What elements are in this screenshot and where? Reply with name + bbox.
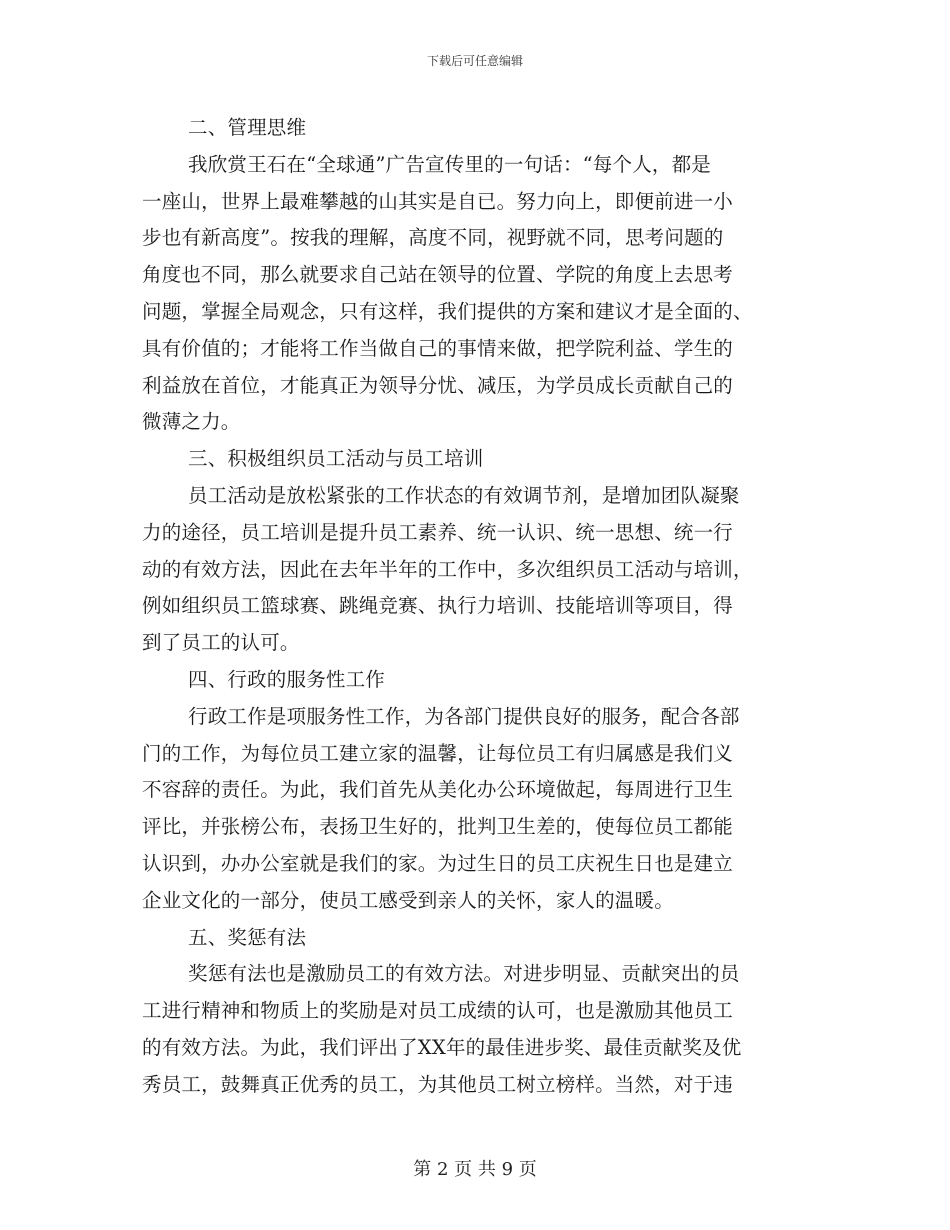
paragraph-line: 企业文化的一部分，使员工感受到亲人的关怀，家人的温暖。 — [142, 888, 674, 912]
page-header: 下载后可任意编辑 — [426, 54, 523, 68]
paragraph-line-start: 五、奖惩有法 — [188, 925, 307, 949]
paragraph-line: 门的工作，为每位员工建立家的温馨，让每位员工有归属感是我们义 — [142, 741, 734, 765]
paragraph-line: 利益放在首位，才能真正为领导分忧、减压，为学员成长贡献自己的 — [142, 373, 734, 397]
paragraph-line: 认识到，办办公室就是我们的家。为过生日的员工庆祝生日也是建立 — [142, 851, 734, 875]
paragraph-line-start: 行政工作是项服务性工作，为各部门提供良好的服务，配合各部 — [188, 704, 740, 728]
paragraph-line: 力的途径，员工培训是提升员工素养、统一认识、统一思想、统一行 — [142, 520, 734, 544]
paragraph-line-start: 我欣赏王石在“全球通”广告宣传里的一句话：“每个人，都是 — [188, 152, 712, 176]
paragraph-line: 微薄之力。 — [142, 410, 241, 434]
paragraph-line: 的有效方法。为此，我们评出了XX年的最佳进步奖、最佳贡献奖及优 — [142, 1035, 742, 1059]
paragraph-line: 工进行精神和物质上的奖励是对员工成绩的认可，也是激励其他员工 — [142, 999, 734, 1023]
paragraph-line-start: 员工活动是放松紧张的工作状态的有效调节剂，是增加团队凝聚 — [188, 483, 740, 507]
paragraph-line: 例如组织员工篮球赛、跳绳竞赛、执行力培训、技能培训等项目，得 — [142, 594, 734, 618]
paragraph-line-start: 三、积极组织员工活动与员工培训 — [188, 447, 484, 471]
paragraph-line: 具有价值的；才能将工作当做自己的事情来做，把学院利益、学生的 — [142, 336, 734, 360]
paragraph-line-start: 二、管理思维 — [188, 116, 307, 139]
page-footer: 第 2 页 共 9 页 — [413, 1159, 537, 1180]
paragraph-line: 不容辞的责任。为此，我们首先从美化办公环境做起，每周进行卫生 — [142, 778, 734, 802]
paragraph-line-start: 奖惩有法也是激励员工的有效方法。对进步明显、贡献突出的员 — [188, 962, 740, 986]
paragraph-line: 问题，掌握全局观念，只有这样，我们提供的方案和建议才是全面的、 — [142, 299, 753, 323]
paragraph-line: 评比，并张榜公布，表扬卫生好的，批判卫生差的，使每位员工都能 — [142, 815, 734, 839]
paragraph-line: 角度也不同，那么就要求自己站在领导的位置、学院的角度上去思考 — [142, 263, 734, 287]
paragraph-line-start: 四、行政的服务性工作 — [188, 667, 386, 691]
paragraph-line: 到了员工的认可。 — [142, 631, 300, 655]
paragraph-line: 一座山，世界上最难攀越的山其实是自已。努力向上，即便前进一小 — [142, 189, 734, 213]
document-body — [142, 110, 802, 1104]
paragraph-line: 动的有效方法，因此在去年半年的工作中，多次组织员工活动与培训， — [142, 557, 753, 581]
paragraph-line: 秀员工，鼓舞真正优秀的员工，为其他员工树立榜样。当然，对于违 — [142, 1072, 734, 1096]
paragraph-line: 步也有新高度”。按我的理解，高度不同，视野就不同，思考问题的 — [142, 226, 724, 250]
